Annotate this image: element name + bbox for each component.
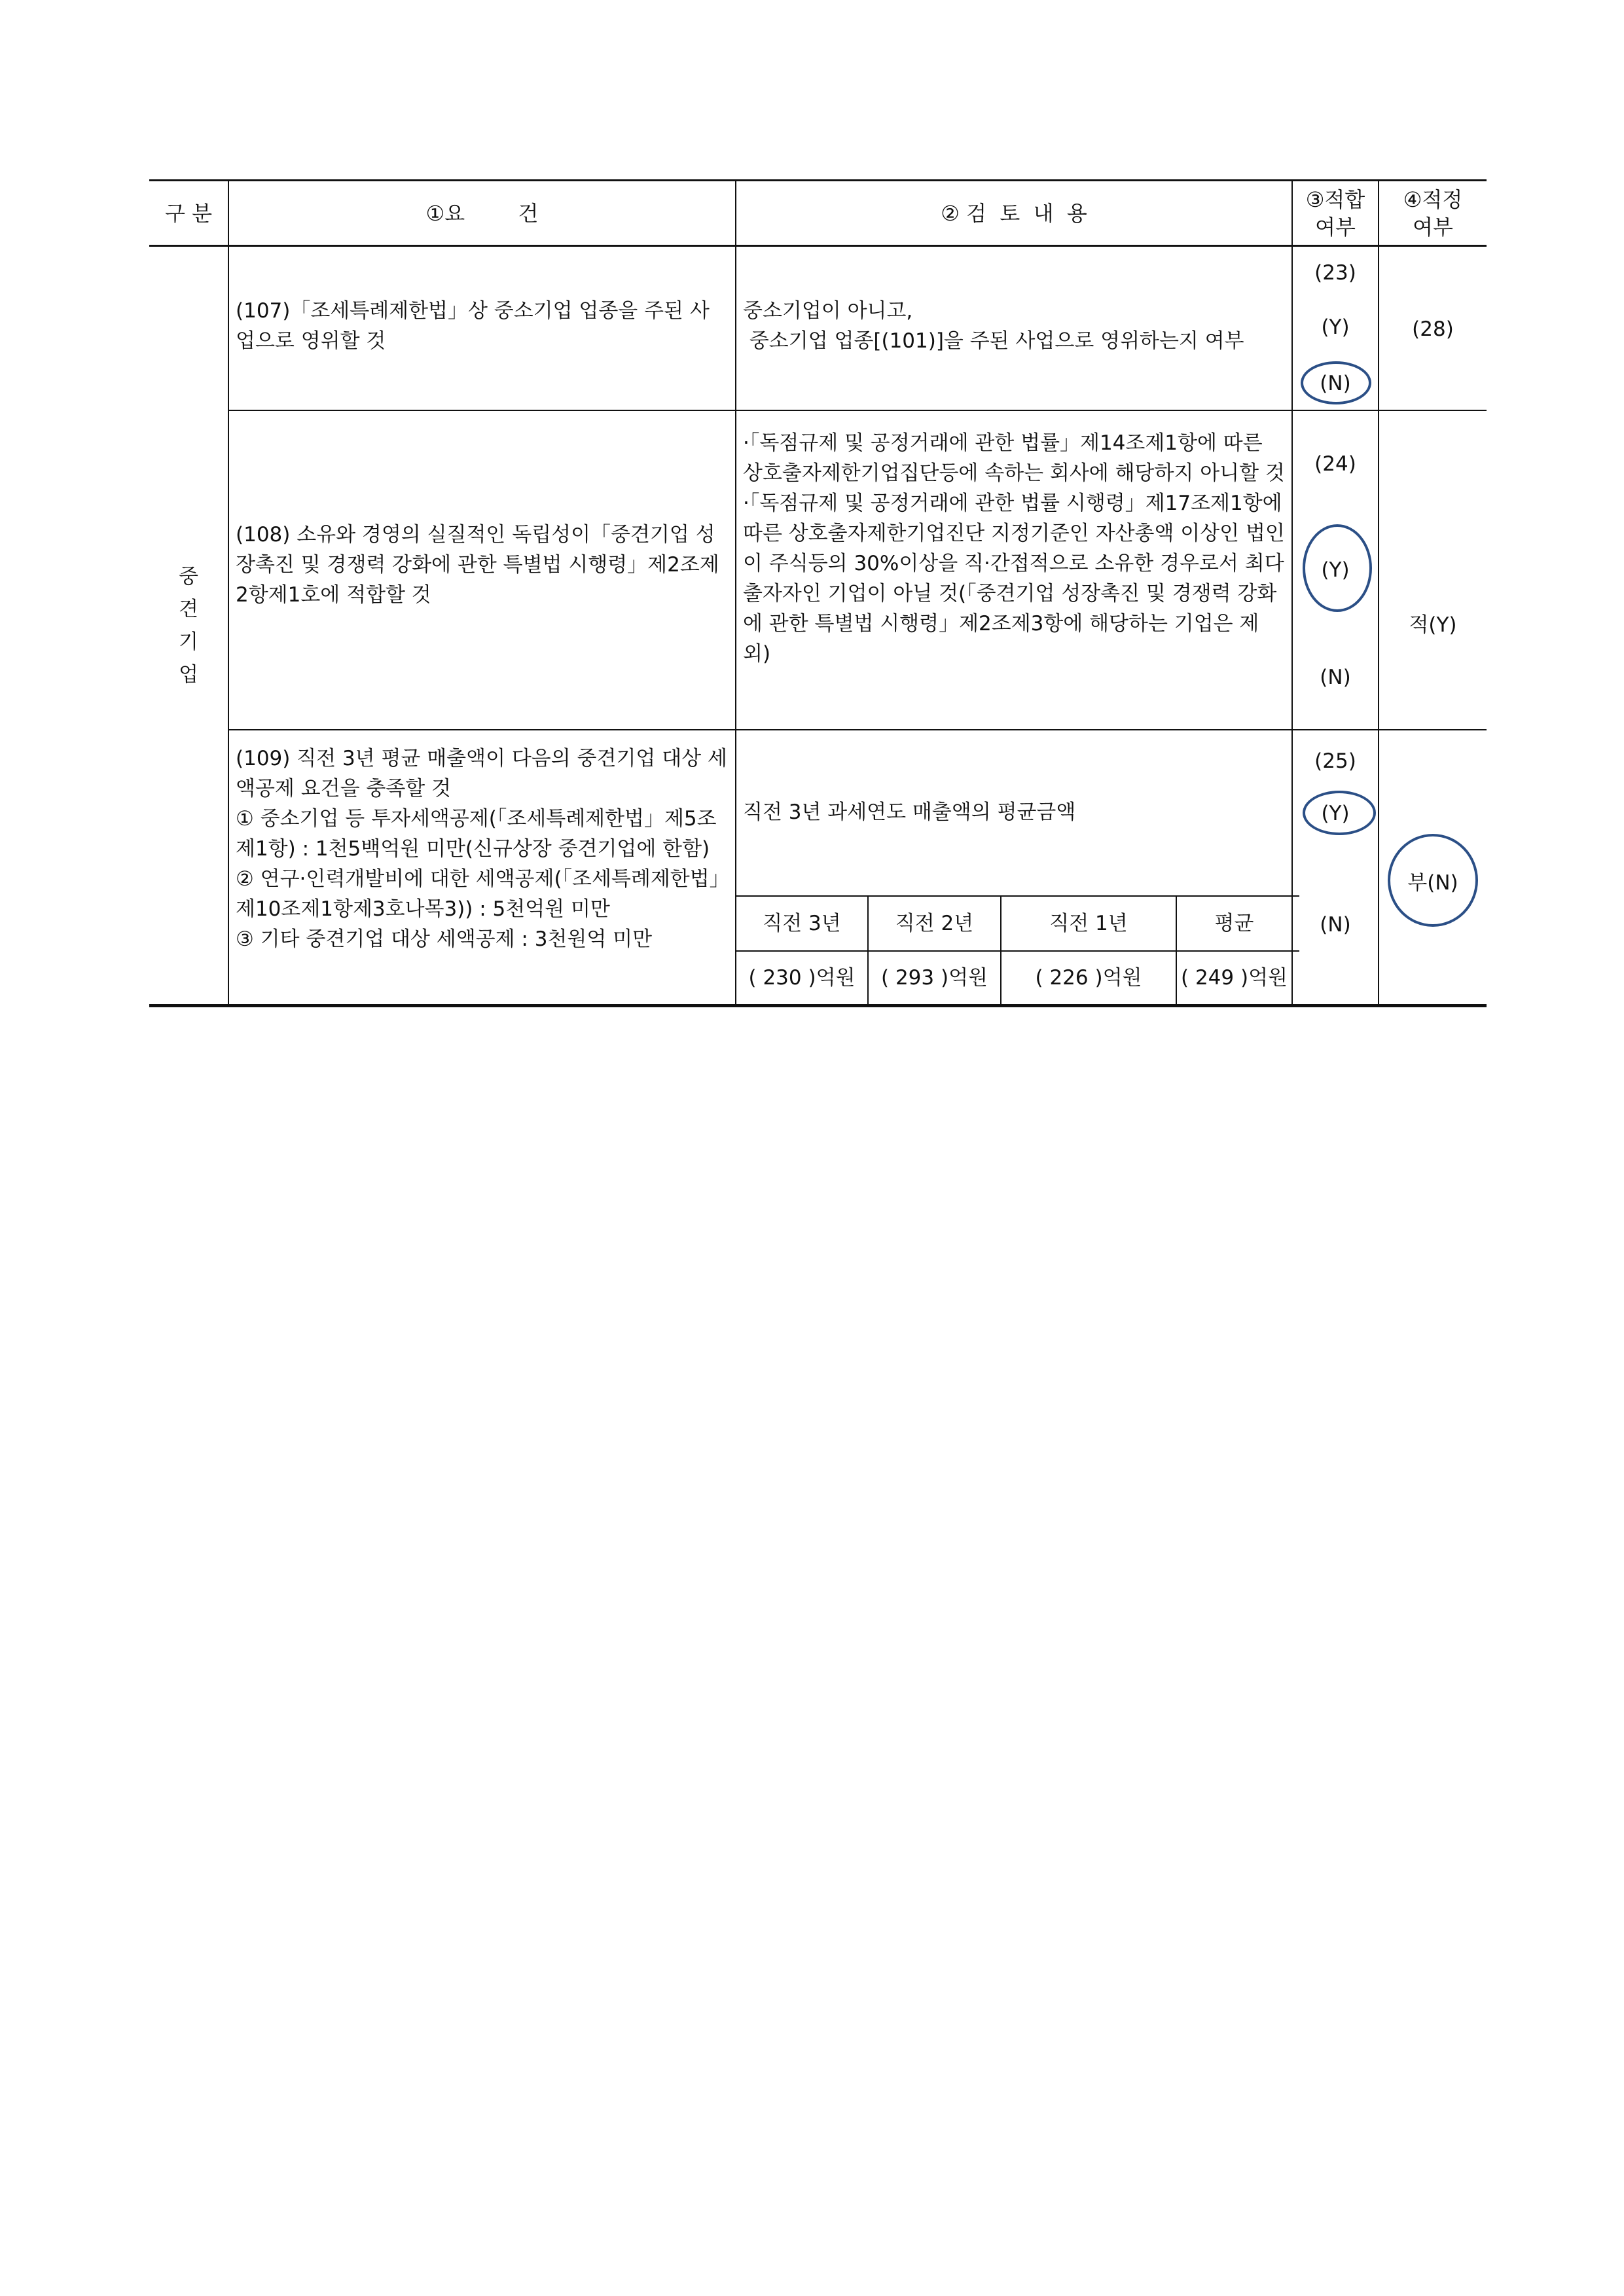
row2-review <box>736 423 1291 724</box>
sales-value-3y: ( 230 )억원 <box>748 966 856 990</box>
proper-no-circle <box>1388 834 1478 927</box>
row1-requirement: (107)「조세특례제한법」상 중소기업 업종을 주된 사업으로 영위할 것 <box>236 299 710 353</box>
row2-requirement: (108) 소유와 경영의 실질적인 독립성이「중견기업 성장촉진 및 경쟁력 강화에 관한 특별법 시행령」제2조제2항제1호에 적합할 것 <box>236 523 719 607</box>
row3-fit-no: (N) <box>1320 913 1351 937</box>
sales-value-2y: ( 293 )억원 <box>881 966 988 990</box>
table-bottom-rule <box>149 1004 1487 1007</box>
row2-fit-no: (N) <box>1320 666 1351 689</box>
row2-bottom-rule <box>228 729 1487 730</box>
row3-requirement-line2: ① 중소기업 등 투자세액공제(「조세특례제한법」제5조제1항) : 1천5백억원 미만(신규상장 중견기업에 한함) <box>236 807 717 861</box>
row1-review-line1: 중소기업이 아니고, <box>743 299 913 323</box>
header-proper-line2: 여부 <box>1413 214 1453 240</box>
header-proper-line1: ④적정 <box>1403 187 1463 212</box>
header-requirement: ①요 건 <box>425 200 539 226</box>
row3-requirement-line4: ③ 기타 중견기업 대상 세액공제 : 3천원억 미만 <box>236 927 653 951</box>
header-category: 구 분 <box>165 200 212 226</box>
row3-requirement <box>229 738 735 1000</box>
category-char: 견 <box>179 597 198 621</box>
col-rule-3 <box>1291 179 1293 1005</box>
sales-header-1y: 직전 1년 <box>1049 912 1128 935</box>
category-char: 업 <box>179 662 198 687</box>
sales-value-avg: ( 249 )억원 <box>1181 966 1288 990</box>
header-fit <box>1293 181 1378 245</box>
row2-fit-code: (24) <box>1314 452 1356 476</box>
row1-review-line2: 중소기업 업종[(101)]을 주된 사업으로 영위하는지 여부 <box>743 329 1244 353</box>
header-fit-line2: 여부 <box>1315 214 1356 240</box>
row1-review <box>736 291 1291 369</box>
category-char: 중 <box>179 564 198 588</box>
row3-fit-yes-circle <box>1303 791 1376 835</box>
header-bottom-rule <box>149 245 1487 247</box>
row3-fit-yes: (Y) <box>1321 802 1350 825</box>
row2-fit-yes-circle <box>1303 524 1372 612</box>
header-fit-line1: ③적합 <box>1305 187 1365 212</box>
proper-no: 부(N) <box>1407 870 1458 895</box>
row3-fit-code: (25) <box>1314 749 1356 773</box>
row1-fit-yes: (Y) <box>1321 315 1350 339</box>
sales-header-avg: 평균 <box>1214 912 1254 935</box>
row1-fit-no: (N) <box>1320 372 1351 395</box>
row2-review-bullet1: ·「독점규제 및 공정거래에 관한 법률」제14조제1항에 따른 상호출자제한기업집단등에 속하는 회사에 해당하지 아니할 것 <box>743 431 1285 485</box>
category-cell <box>149 247 228 1004</box>
sales-value-1y: ( 226 )억원 <box>1035 966 1142 990</box>
proper-code: (28) <box>1412 317 1454 341</box>
row1-bottom-rule <box>228 410 1487 411</box>
row3-review: 직전 3년 과세연도 매출액의 평균금액 <box>743 800 1076 824</box>
sales-header-2y: 직전 2년 <box>895 912 974 935</box>
proper-yes: 적(Y) <box>1409 613 1457 637</box>
row2-review-bullet2: ·「독점규제 및 공정거래에 관한 법률 시행령」제17조제1항에 따른 상호출자제한기업진단 지정기준인 자산총액 이상인 법인이 주식등의 30%이상을 직·간접적으로 소유한 경우로서 최다출자자인 기업이 아닐 것(「중견기업 성장촉진 및 경쟁력 강화에 관한 특별법 시행령」제2조제3항에 해당하는 기업은 제외) <box>743 492 1285 666</box>
row3-requirement-line1: (109) 직전 3년 평균 매출액이 다음의 중견기업 대상 세액공제 요건을 충족할 것 <box>236 747 727 800</box>
row1-fit-code: (23) <box>1314 261 1356 285</box>
sales-header-3y: 직전 3년 <box>763 912 841 935</box>
row1-fit-no-circle <box>1301 361 1371 404</box>
header-proper <box>1379 181 1487 245</box>
row3-requirement-line3: ② 연구·인력개발비에 대한 세액공제(「조세특례제한법」제10조제1항제3호나목3)) : 5천억원 미만 <box>236 867 720 921</box>
row2-fit-yes: (Y) <box>1321 558 1350 582</box>
category-char: 기 <box>179 630 198 654</box>
header-review: ② 검 토 내 용 <box>941 200 1087 226</box>
